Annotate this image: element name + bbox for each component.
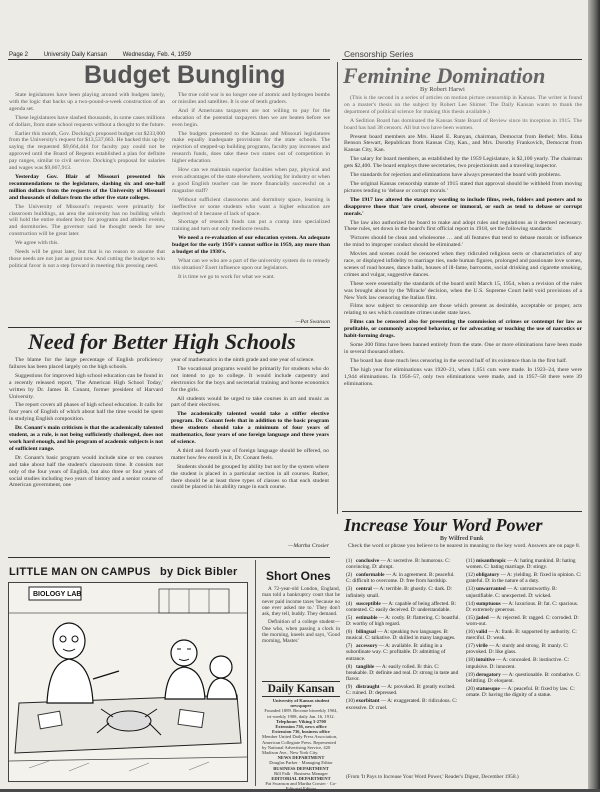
quiz-item: (3) central — A: terrible. B: ghostly. C: dark. D: infinitely small. (346, 586, 453, 599)
quiz-item: (15)jaded — A: rejected. B: ragged. C: corroded. D: worn-out. (466, 614, 579, 628)
column-rule (255, 560, 256, 786)
column-rule (337, 62, 338, 514)
series-label: Censorship Series (344, 49, 414, 59)
quiz-item: (1) conclusive — A: secretive. B: humorous. C: convincing. D: abrupt. (346, 558, 451, 571)
short-ones-body (262, 586, 340, 678)
comic-title (9, 566, 238, 578)
schools-paragraph: A third and fourth year of foreign language should be offered, no matter how few enroll in it, Dr. Conant feels. (171, 447, 329, 461)
schools-paragraph: The report covers all phases of high school education. It calls for four years of English of which about half the time would be spent in studying English composition. (9, 402, 163, 423)
word-power-col-2 (466, 558, 582, 772)
comic-rule (8, 557, 330, 558)
quiz-item: (17)virile — A: sturdy and strong. B: manly. C: provoked. D: like glass. (466, 643, 569, 656)
word-power-rule (342, 511, 582, 512)
feminine-paragraph: The high year for eliminations was 1920–21, when 1,051 cuts were made. In 1923–24, there were 1,944 eliminations. In 1956–57, only two eliminations were made, and in 1957–58 there were 39 eliminations. (344, 366, 582, 387)
masthead-line: Founded 1889. Become biweekly 1904, (264, 708, 338, 714)
specimen (107, 711, 151, 731)
student-head (210, 656, 232, 678)
feminine-paragraph: The salary for board members, as established by the 1959 Legislature, is $2,100 yearly. The chairman gets $2,400. The board employs three secretaries, two projectionists and a traveling inspector. (344, 156, 582, 170)
quiz-item: (2) conformable — A: in agreement. B: peaceful. C: difficult to overcome. D: free from hardship. (346, 572, 455, 585)
budget-paragraph: The true cold war is no longer one of atomic and hydrogen bombs or missiles and satellites. It is one of tenth graders. (172, 92, 330, 105)
word-power-byline: By Wilfred Funk (440, 536, 484, 542)
budget-paragraph: These legislatures have slashed thousands, in some cases millions of dollars, from state school requests without a thought to the future. (9, 114, 165, 128)
budget-col-2 (172, 92, 330, 318)
student-head (171, 640, 197, 666)
budget-paragraph: The budgets presented to the Kansas and Missouri legislatures make equally inadequate provisions for the state schools. The rejection of stepped-up building programs, faculty pay increases and research funds, does take these two states out of competition in higher education. (172, 130, 330, 165)
folio-rule (8, 59, 330, 60)
short-ones-item: Definition of a college student—One who, when passing a clock in the morning, kneels and says, 'Good morning, Master.' (262, 619, 340, 645)
budget-paragraph: The University of Missouri's requests were primarily for classroom buildings, an area the university has no building which will hold the entire student body for programs and athletic events, and dormitories. The governor said he thought needs for new construction will be great later. (9, 203, 165, 238)
feminine-paragraph: Present board members are Mrs. Hazel E. Runyan, chairman, Democrat from Bethel; Mrs. Edna Benson Stewart, Republican from Kansas City, Kan., and Mrs. Dorothy Frankovich, Democrat from Kansas City, Kan. (344, 133, 582, 154)
feminine-paragraph: A Sedition Board has dominated the Kansas State Board of Review since its inception in 1915. The board has had 38 censors. All but two have been women. (344, 117, 582, 131)
feminine-paragraph: Films now subject to censorship are those which present as desirable, acceptable or proper, acts relating to sex which constitute crimes under state laws. (344, 303, 582, 317)
budget-headline: Budget Bungling (84, 61, 286, 89)
budget-paragraph: It is time we go to work for what we want. (178, 273, 275, 280)
feminine-paragraph: Movies and scenes could be censored when they ridiculed religious sects or characteristics of any race, or displayed infidelity to marriage ties, nude human figures, prolonged and passionate love scenes, scenes of road houses, dance halls, houses of ill-fame, barrooms, social drinking and cigarette smoking, crimes and vulgar, suggestive dances. (344, 251, 582, 278)
schools-paragraph: The blame for the large percentage of English proficiency failures has been placed largely on the high schools. (9, 357, 163, 370)
masthead-line: Pat Swanson and Martha Crosier · Co-Editorial Editors (265, 781, 337, 792)
quiz-item: (10)exorbitant — A: exaggerated. B: ridiculous. C: excessive. D: cruel. (346, 698, 458, 711)
schools-col-2 (171, 357, 329, 541)
folio-date: Wednesday, Feb. 4, 1959 (122, 52, 191, 58)
folio-page: Page 2 (9, 52, 29, 58)
comic-drawing (9, 583, 247, 781)
feminine-paragraph: (This is the second in a series of articles on motion picture censorship in Kansas. The writer is found on a master's thesis on the subject by Robert Lee Shimer. The Daily Kansan wants to thank the department of political science for making this thesis available.) (344, 95, 582, 115)
masthead-staff (262, 698, 340, 792)
masthead-line: University of Kansas student newspaper (272, 698, 330, 709)
comic-panel (8, 582, 248, 782)
series-rule (342, 59, 582, 60)
feminine-paragraph: 'Pictures should be clean and wholesome … and all features that tend to debase morals or influence the mind to improper conduct should be eliminated.' (344, 235, 582, 249)
budget-paragraph: And if Americans taxpayers are not willing to pay for the education of the potential taxpayers then we are beaten before we even begin. (172, 107, 330, 128)
schools-paragraph: year of mathematics in the ninth grade and one year of science. (171, 357, 315, 363)
feminine-paragraph: The standards for rejection and eliminations have always presented the board with problems. (350, 172, 562, 179)
quiz-item: (14)sumptuous — A: luxurious. B: fat. C: spacious. D: extremely generous. (466, 600, 579, 613)
schools-paragraph: Dr. Conant's basic program would include nine or ten courses and take about half the student's classroom time. It consists not only of the four years of English, but also three or four years of social studies including two years of history and a senior course of American government, one (9, 454, 163, 489)
budget-paragraph: Yesterday Gov. Blair of Missouri presented his recommendations to the legislature, slashing six and one-half million dollars from the requests of the University of Missouri and thousands of dollars from the other five state colleges. (9, 173, 165, 201)
budget-paragraph: State legislatures have been playing around with budgets lately, with the logic that backs up a two-pound-a-week construction of an agenda set. (9, 92, 165, 112)
feminine-paragraph: These were essentially the standards of the board until March 15, 1954, when a revision of the rules was brought about by the 'Miracle' decision, when the U.S. Supreme Court held void provisions of a New York law censoring the Italian film. (344, 280, 582, 301)
schools-signature: —Martha Crosier (288, 543, 329, 549)
budget-paragraph: We agree with this. (15, 240, 59, 247)
quiz-item: (20)statuesque — A: peaceful. B: fixed by law. C: ornate. D: having the dignity of a statue. (466, 685, 575, 698)
quiz-item: (18)intuitive — A: concealed. B: instinctive. C: impulsive. D: innocent. (466, 657, 569, 670)
budget-paragraph: How can we maintain superior faculties when pay, physical and even advantages of the state elsewhere, working for industry or when a good English teacher can be more financially successful on a magazine staff? (172, 167, 330, 194)
quiz-item: (6) bilingual — A: speaking two languages. B: musical. C: talkative. D: skilled in many languages. (346, 628, 456, 642)
budget-signature: —Pat Swanson (295, 319, 330, 325)
quiz-item: (9) distraught — A: provoked. B: greatly excited. C: ruined. D: depressed. (346, 684, 456, 697)
word-power-instructions: Check the word or phrase you believe to be nearest in meaning to the key word. Answers are on page 8. (347, 543, 581, 549)
schools-headline: Need for Better High Schools (28, 329, 296, 354)
masthead-title: Daily Kansan (262, 681, 340, 697)
masthead-line: Telephone: Viking 3-2700 (276, 718, 326, 724)
schools-paragraph: Dr. Conant's main criticism is that the academically talented student, as a rule, is not being sufficiently challenged, does not work hard enough, and his program of academic subjects is not of sufficient range. (9, 425, 163, 452)
quiz-item: (16)valid — A: frank. B: supported by authority. C: merciful. D: weak. (466, 628, 577, 642)
quiz-item: (11)misanthropic — A: hating mankind. B: hating women. C: hating marriage. D: stingy. (466, 558, 576, 571)
schools-paragraph: Students should be grouped by ability but not by the system where the student is placed in a particular section in all courses. Rather, there should be at least three types of classes so that each student could be placed in his ability range in each course. (171, 463, 329, 491)
quiz-item: (13)unwarranted — A: untrustworthy. B: unjustifiable. C: unexpected. D: wicked. (466, 586, 558, 599)
folio-line (9, 52, 205, 58)
comic-name: LITTLE MAN ON CAMPUS (9, 566, 151, 578)
budget-paragraph: Earlier this month, Gov. Docking's proposed budget cut $233,000 from the University's request for $13,537,663. He backed this up by saying the requested $9,664,444 for faculty pay could not be approved until the Board of Regents established a plan for definite pay ranges, similar to civil service. Docking's proposal for salaries and wages was $9,667,913. (9, 130, 165, 172)
masthead-line: Extension 736, news office (275, 724, 327, 730)
schools-col-1 (9, 357, 163, 557)
quiz-item: (7) accessory — A: available. B: aiding in a subordinate way. C: profitable. D: admitting of entrance. (346, 643, 446, 662)
schools-paragraph: Suggestions for improved high school education can be found in a recently released report, 'The American High School Today,' written by Dr. James B. Conant, former president of Harvard University. (9, 372, 163, 400)
schools-paragraph: The academically talented would take a stiffer elective program. Dr. Conant feels that in addition to the basic program these students should take a minimum of four years of mathematics, four years of one foreign language and three years of science. (171, 411, 329, 445)
budget-paragraph: Shortage of research funds can put a cramp into specialized training and turn out only mediocre results. (172, 219, 330, 233)
budget-paragraph: We need a re-evaluation of our education system. An adequate budget for the early 1950's cannot suffice in 1959, any more than a budget of the 1930's. (172, 235, 330, 256)
short-ones-item: A 72-year-old London, England, man told a bankruptcy court that he never paid income taxes 'because no one ever asked me to.' They don't ask, they tell, buddy. They demand. (262, 586, 340, 618)
budget-col-1 (9, 92, 165, 324)
feminine-paragraph: Films can be censored also for presenting the commission of crimes or contempt for law as profitable, or commonly accepted behavior, or for advocating or teaching the use of narcotics or habit-forming drugs. (344, 319, 582, 340)
quiz-item: (4) susceptible — A: capable of being affected. B: contented. C: easily deceived. D: understandable. (346, 600, 456, 613)
schools-rule (8, 327, 330, 328)
feminine-paragraph: The board has done much less censoring in the second half of its existence than in the first half. (350, 357, 568, 364)
folio-paper: University Daily Kansan (43, 52, 108, 58)
masthead-line: Member United Daily Press Association, American Collegiate Press. Represented by National Advertising Service, 420 Madison Ave., New York City. (262, 734, 338, 756)
quiz-item: (12)obligatory — A: yielding. B: fixed in opinion. C: grateful. D: in the nature of a duty. (466, 572, 582, 585)
schools-paragraph: All students would be urged to take courses in art and music as part of their electives. (171, 395, 329, 409)
budget-paragraph: Needs will be great later, but that is no reason to assume that those needs are not just as great now. And cutting the budget to win political favor is not a step forward in meeting this pressing need. (9, 249, 165, 269)
word-power-headline: Increase Your Word Power (344, 515, 543, 535)
budget-paragraph: What can we who are a part of the university system do to remedy this situation? Exert influence upon our legislators. (172, 257, 330, 271)
quiz-item: (19)derogatory — A: questionable. B: combative. C: belittling. D: eloquent. (466, 671, 581, 684)
short-ones-title: Short Ones (266, 569, 331, 583)
comic-byline: by Dick Bibler (160, 566, 238, 578)
feminine-body (344, 95, 582, 507)
masthead-line: Douglas Parker · Managing Editor (269, 760, 333, 766)
schools-paragraph: The vocational programs would be primarily for students who do not intend to go to college. It would include carpentry and electronics for the boys and secretarial training and home economics for the girls. (171, 365, 329, 393)
word-power-source: (From 'It Pays to Increase Your Word Power,' Reader's Digest, December 1958.) (346, 774, 519, 780)
masthead-line: Extension 736, business office (272, 729, 330, 735)
feminine-paragraph: Some 200 films have been banned entirely from the state. One or more eliminations have been made in several thousand others. (344, 342, 582, 355)
feminine-paragraph: The law also authorized the board to make and adopt rules and regulations as it deemed necessary. These rules, set down in the board's first official report in 1918, set the following standards: (344, 219, 582, 233)
feminine-paragraph: The 1917 law altered the statutory wording to include films, reels, folders and posters and to disapprove those that 'are cruel, obscene or immoral, or such as tend to debase or corrupt morals.' (344, 196, 582, 217)
word-power-col-1 (346, 558, 460, 772)
masthead-line: BUSINESS DEPARTMENT (273, 765, 329, 771)
budget-paragraph: Without sufficient classrooms and dormitory space, learning is ineffective or some students who want a higher education are deprived of it because of lack of space. (172, 196, 330, 217)
quiz-item: (8) tangible — A: easily rolled. B: thin. C: breakable. D: definite and real. D: strong in taste and flavor. (346, 663, 459, 683)
feminine-paragraph: The original Kansas censorship statute of 1915 stated that approval should be withheld from moving pictures tending to 'debase or corrupt morals.' (344, 180, 582, 194)
masthead-line: tri-weekly 1908, daily Jan. 16, 1912. (267, 713, 335, 719)
masthead-line: NEWS DEPARTMENT (277, 755, 325, 761)
page-spine (588, 0, 600, 789)
feminine-byline: By Robert Harwi (420, 86, 465, 93)
masthead-line: Bill Falk · Business Manager (274, 770, 328, 776)
masthead-line: EDITORIAL DEPARTMENT (271, 776, 331, 782)
professor-head (53, 623, 85, 659)
quiz-item: (5) estimable — A: costly. B: flattering. C: boastful. D: worthy of high regard. (346, 614, 460, 628)
lab-sign-text: BIOLOGY LAB (33, 591, 82, 598)
feminine-headline: Feminine Domination (343, 63, 546, 88)
